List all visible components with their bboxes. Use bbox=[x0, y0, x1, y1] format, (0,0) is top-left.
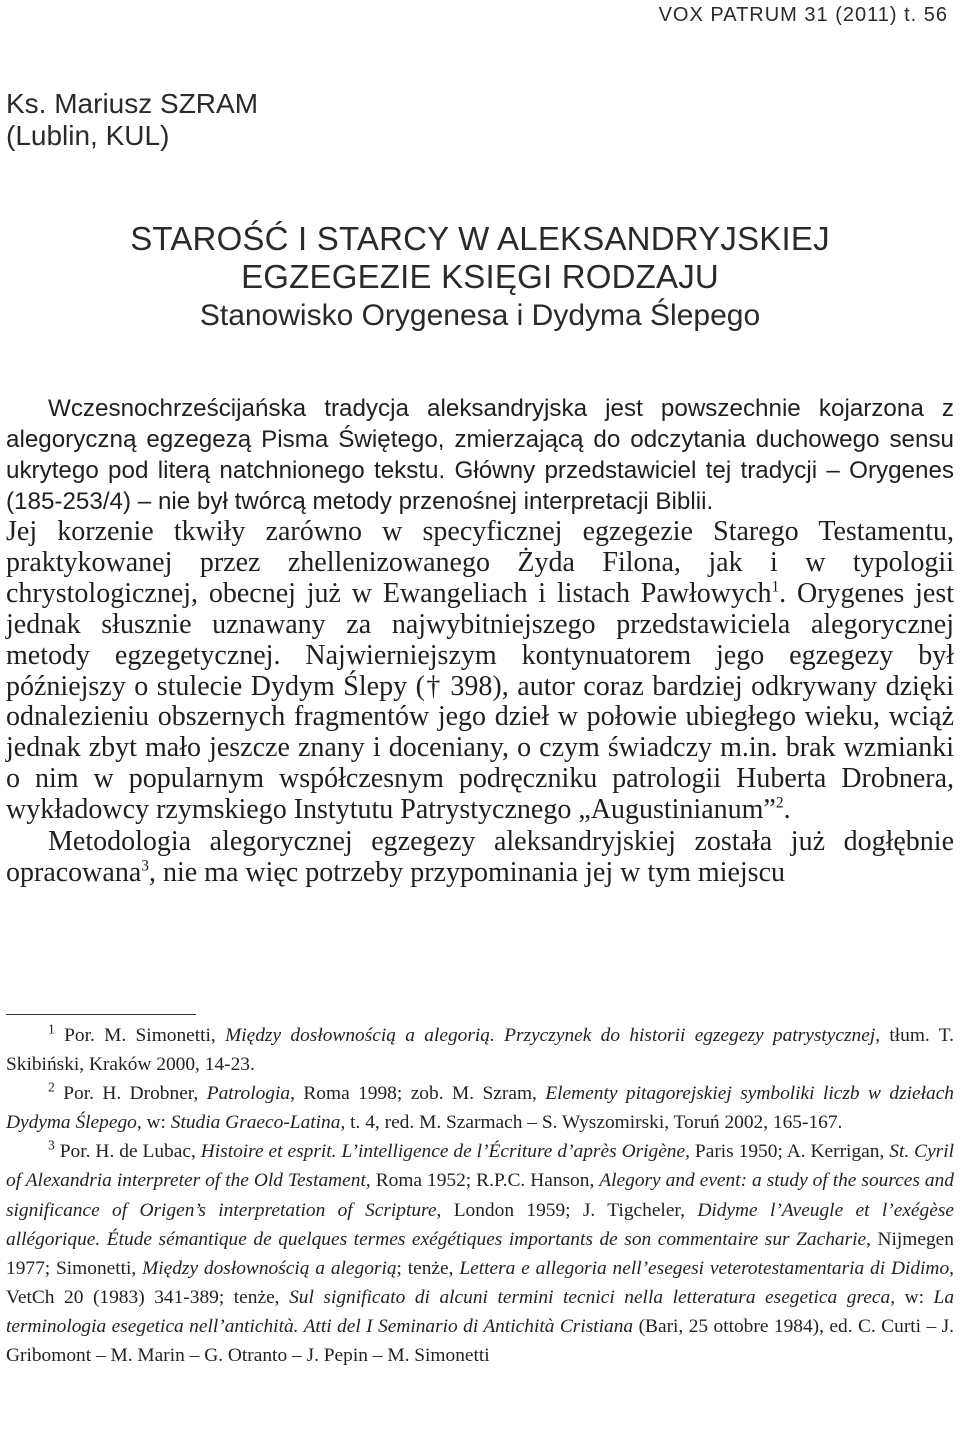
footnote-2-title-1: Patrologia bbox=[206, 1083, 291, 1105]
footnote-2-title-3: Studia Graeco-Latina bbox=[170, 1112, 341, 1134]
footnote-2-text-3: , w: bbox=[136, 1112, 171, 1134]
paragraph-3-text-b: , nie ma więc potrzeby przypominania jej w tym miejscu bbox=[148, 857, 785, 889]
footnote-3-text-3: , Roma 1952; R.P.C. Hanson, bbox=[365, 1170, 600, 1192]
footnote-3-text-9: (Bari, 25 ottobre 1984), ed. C. Curti – J. Gribomont – M. Marin – G. Otranto – J. Pepin – M. Simonetti bbox=[6, 1315, 954, 1367]
footnote-3-title-5: Między dosłownością a alegorią bbox=[142, 1257, 397, 1279]
paragraph-2-text-b: . Orygenes jest jednak słusznie uznawany za najwybitniejszego przedstawiciela alegorycznej metody egzegetycznej. Najwierniejszym kontynuatorem jego egzegezy był późniejszy o stulecie Dydym Ślepy († 398), autor coraz bardziej odkrywany dzięki odnalezieniu obszernych fragmentów jego dzieł w połowie ubiegłego wieku, wciąż jednak zbyt mało jeszcze znany i doceniany, o czym świadczy m.in. brak wzmianki o nim w popularnym współczesnym podręczniku patrologii Huberta Drobnera, wykładowcy rzymskiego Instytutu Patrystycznego „Augustinianum” bbox=[6, 577, 954, 826]
paragraph-1 bbox=[6, 393, 954, 517]
footnote-1-text: Por. M. Simonetti, bbox=[64, 1025, 226, 1046]
footnote-2-text-2: , Roma 1998; zob. M. Szram, bbox=[290, 1083, 546, 1105]
footnote-3-title-7: Sul significato di alcuni termini tecnici nella letteratura esegetica greca bbox=[289, 1286, 891, 1308]
footnote-3-text-7: , VetCh 20 (1983) 341-389; tenże, bbox=[6, 1257, 954, 1308]
article-subtitle: Stanowisko Orygenesa i Dydyma Ślepego bbox=[199, 299, 761, 332]
footnote-2 bbox=[6, 1079, 954, 1137]
footnote-2-title-2: Elementy pitagorejskiej symboliki liczb w dziełach Dydyma Ślepego bbox=[6, 1083, 954, 1134]
footnote-3-text-6: ; tenże, bbox=[396, 1257, 460, 1279]
footnote-3-title-3: Alegory and event: a study of the sources and significance of Origen’s interpretation of Scripture bbox=[6, 1170, 954, 1221]
footnote-ref-2[interactable]: 2 bbox=[775, 794, 784, 812]
footnotes bbox=[6, 1021, 954, 1370]
author-affiliation: (Lublin, KUL) bbox=[6, 120, 170, 151]
footnote-3-number: 3 bbox=[48, 1137, 55, 1153]
author-block bbox=[6, 88, 258, 152]
footnote-2-text-4: , t. 4, red. M. Szarmach – S. Wyszomirski, Toruń 2002, 165-167. bbox=[340, 1112, 843, 1134]
paragraph-2-text-c: . bbox=[783, 794, 791, 826]
footnote-ref-1[interactable]: 1 bbox=[771, 578, 780, 596]
footnote-3-title-2: St. Cyril of Alexandria interpreter of the Old Testament bbox=[6, 1141, 954, 1192]
footnote-3-title-1: Histoire et esprit. L’intelligence de l’Écriture d’après Origène bbox=[200, 1141, 686, 1163]
footnote-1-title: Między dosłownością a alegorią. Przyczynek do historii egzegezy patrystycznej bbox=[225, 1025, 876, 1046]
paragraph-3-text-a: Metodologia alegorycznej egzegezy aleksandryjskiej została już dogłębnie opracowana bbox=[6, 826, 954, 889]
footnote-1 bbox=[6, 1021, 954, 1079]
footnote-1-text-end: , tłum. T. Skibiński, Kraków 2000, 14-23. bbox=[6, 1025, 954, 1076]
running-head: VOX PATRUM 31 (2011) t. 56 bbox=[658, 4, 948, 26]
footnote-separator bbox=[6, 1014, 196, 1015]
paragraph-1-text: Wczesnochrześcijańska tradycja aleksandryjska jest powszechnie kojarzona z alegoryczną egzegezą Pisma Świętego, zmierzającą do odczytania duchowego sensu ukrytego pod literą natchnionego tekstu. Główny przedstawiciel tej tradycji – Orygenes (185-253/4) – nie był twórcą metody przenośnej interpretacji Biblii. bbox=[6, 395, 954, 515]
article-title bbox=[0, 220, 960, 336]
paragraph-2 bbox=[6, 517, 954, 826]
footnote-3-text-2: , Paris 1950; A. Kerrigan, bbox=[685, 1141, 890, 1163]
footnote-3-text-8: , w: bbox=[890, 1286, 934, 1308]
footnote-3-text-5: , Nijmegen 1977; Simonetti, bbox=[6, 1228, 954, 1279]
paragraph-2-text-a: Jej korzenie tkwiły zarówno w specyficznej egzegezie Starego Testamentu, praktykowanej przez zhellenizowanego Żyda Filona, jak i w typologii chrystologicznej, obecnej już w Ewangeliach i listach Pawłowych bbox=[6, 516, 954, 609]
footnote-1-number: 1 bbox=[48, 1021, 55, 1037]
footnote-3-text-4: , London 1959; J. Tigcheler, bbox=[436, 1199, 698, 1221]
footnote-2-number: 2 bbox=[48, 1079, 55, 1095]
footnote-3-text: Por. H. de Lubac, bbox=[59, 1141, 201, 1163]
title-line-2: EGZEGEZIE KSIĘGI RODZAJU bbox=[241, 258, 719, 295]
footnote-3-title-8: La terminologia esegetica nell’antichità. Atti del I Seminario di Antichità Cristiana bbox=[6, 1286, 955, 1337]
article-body bbox=[6, 393, 954, 888]
footnote-3-title-4: Didyme l’Aveugle et l’exégèse allégorique. Étude sémantique de quelques termes exégétiques importants de son commentaire sur Zacharie bbox=[6, 1199, 954, 1250]
paragraph-3 bbox=[6, 826, 954, 888]
footnote-3-title-6: Lettera e allegoria nell’esegesi veterotestamentaria di Didimo bbox=[459, 1257, 950, 1279]
footnote-2-text: Por. H. Drobner, bbox=[63, 1083, 207, 1105]
footnote-3 bbox=[6, 1137, 954, 1370]
footnote-ref-3[interactable]: 3 bbox=[141, 857, 149, 875]
title-line-1: STAROŚĆ I STARCY W ALEKSANDRYJSKIEJ bbox=[130, 220, 830, 257]
author-name: Ks. Mariusz SZRAM bbox=[6, 88, 259, 119]
